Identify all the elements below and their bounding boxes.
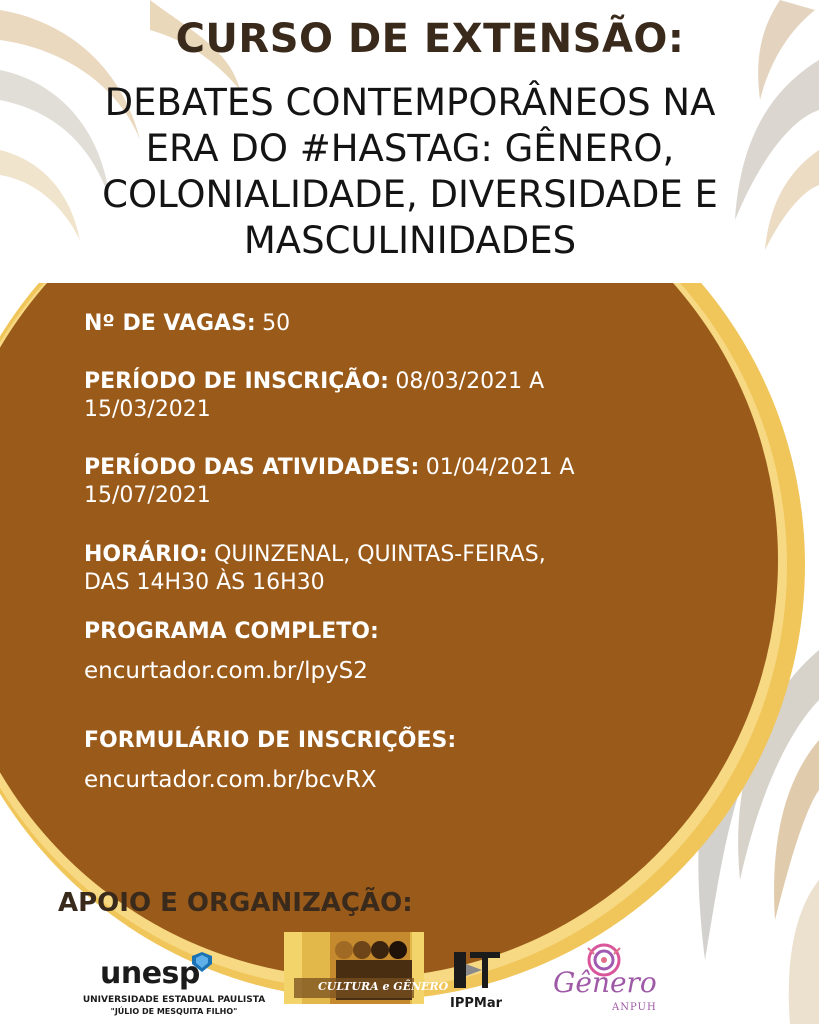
detail-atividades bbox=[84, 453, 704, 509]
cultura-genero-logo-text: CULTURA e GÊNERO bbox=[318, 980, 449, 993]
atividades-label: PERÍODO DAS ATIVIDADES: bbox=[84, 455, 420, 480]
programa-label: PROGRAMA COMPLETO: bbox=[84, 619, 379, 644]
unesp-university-name: UNIVERSIDADE ESTADUAL PAULISTA bbox=[82, 995, 266, 1005]
programa-link[interactable]: encurtador.com.br/lpyS2 bbox=[84, 658, 368, 684]
inscricao-value-cont: 15/03/2021 bbox=[84, 397, 211, 422]
formulario-link[interactable]: encurtador.com.br/bcvRX bbox=[84, 767, 377, 793]
course-subtitle bbox=[30, 80, 790, 264]
horario-value: QUINZENAL, QUINTAS-FEIRAS, bbox=[214, 542, 546, 567]
formulario-label: FORMULÁRIO DE INSCRIÇÕES: bbox=[84, 728, 457, 753]
unesp-logo-text: unesp bbox=[100, 956, 200, 991]
subtitle-line-4: MASCULINIDADES bbox=[243, 219, 577, 262]
horario-value-cont: DAS 14H30 ÀS 16H30 bbox=[84, 570, 325, 595]
support-title: APOIO E ORGANIZAÇÃO: bbox=[58, 888, 413, 918]
inscricao-value: 08/03/2021 A bbox=[395, 369, 545, 394]
detail-programa bbox=[84, 617, 704, 645]
detail-horario bbox=[84, 540, 704, 596]
ippmar-logo-icon bbox=[452, 950, 502, 994]
atividades-value-cont: 15/07/2021 bbox=[84, 483, 211, 508]
gt-genero-logo-text: Gênero bbox=[553, 966, 657, 999]
detail-formulario bbox=[84, 726, 704, 754]
anpuh-logo-text: ANPUH bbox=[612, 1002, 657, 1013]
inscricao-label: PERÍODO DE INSCRIÇÃO: bbox=[84, 369, 389, 394]
subtitle-line-2: ERA DO #HASTAG: GÊNERO, bbox=[145, 127, 675, 170]
vagas-label: Nº DE VAGAS: bbox=[84, 311, 256, 336]
detail-inscricao bbox=[84, 367, 704, 423]
cultura-genero-logo-icon bbox=[284, 932, 424, 1004]
detail-vagas bbox=[84, 309, 704, 337]
subtitle-line-3: COLONIALIDADE, DIVERSIDADE E bbox=[102, 173, 718, 216]
atividades-value: 01/04/2021 A bbox=[425, 455, 575, 480]
course-title: CURSO DE EXTENSÃO: bbox=[175, 16, 685, 62]
subtitle-line-1: DEBATES CONTEMPORÂNEOS NA bbox=[104, 81, 716, 124]
unesp-university-subname: "JÚLIO DE MESQUITA FILHO" bbox=[110, 1007, 238, 1016]
horario-label: HORÁRIO: bbox=[84, 542, 208, 567]
ippmar-logo-text: IPPMar bbox=[450, 996, 503, 1011]
vagas-value: 50 bbox=[262, 311, 291, 336]
